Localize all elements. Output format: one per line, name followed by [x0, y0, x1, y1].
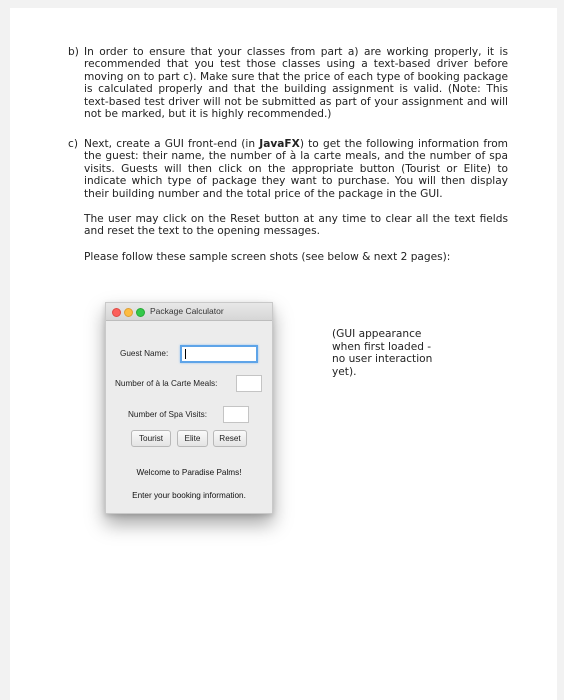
guest-name-label: Guest Name:	[120, 349, 169, 358]
list-item-c	[68, 138, 508, 276]
item-marker-b: b)	[68, 46, 79, 58]
item-c-paragraph-3: Please follow these sample screen shots (see below & next 2 pages):	[84, 250, 451, 263]
item-marker-c: c)	[68, 138, 78, 150]
tourist-button[interactable]: Tourist	[131, 430, 171, 447]
item-b-text: In order to ensure that your classes from part a) are working properly, it is recommended that you test those classes using a text-based driver before moving on to part c). Make sure that the price of each type of booking package is calculated properly and that the building assignment is valid. (Note: This text-based test driver will not be submitted as part of your assignment and will not be marked, but it is highly recommended.)	[84, 46, 508, 121]
maximize-window-icon[interactable]	[136, 308, 145, 317]
item-c-p1-before: Next, create a GUI front-end (in	[84, 138, 260, 150]
text-cursor	[185, 349, 186, 359]
instruction-message: Enter your booking information.	[132, 491, 246, 500]
guest-name-input[interactable]	[180, 345, 258, 363]
elite-button[interactable]: Elite	[177, 430, 208, 447]
welcome-message: Welcome to Paradise Palms!	[136, 468, 242, 477]
window-titlebar	[106, 303, 272, 321]
item-c-paragraph-2: The user may click on the Reset button at any time to clear all the text fields and reset the text to the opening messages.	[84, 213, 508, 238]
spa-visits-input[interactable]	[223, 406, 249, 423]
close-window-icon[interactable]	[112, 308, 121, 317]
gui-appearance-note: (GUI appearance when first loaded - no user interaction yet).	[332, 328, 433, 378]
minimize-window-icon[interactable]	[124, 308, 133, 317]
package-calculator-window	[105, 302, 273, 514]
window-title: Package Calculator	[150, 306, 224, 316]
list-item-b	[68, 46, 508, 120]
spa-visits-label: Number of Spa Visits:	[128, 410, 208, 419]
meals-label: Number of à la Carte Meals:	[115, 379, 218, 388]
item-c-paragraph-1	[84, 138, 508, 200]
reset-button[interactable]: Reset	[213, 430, 247, 447]
meals-input[interactable]	[236, 375, 262, 392]
item-c-p1-after: ) to get the following information from the guest: their name, the number of à la carte meals, and the number of spa visits. Guests will then click on the appropriate button (Tourist or Elite) to indicate which type of package they want to purchase. You will then display their building number and the total price of the package in the GUI.	[84, 138, 508, 200]
item-c-p1-bold: JavaFX	[259, 138, 300, 150]
